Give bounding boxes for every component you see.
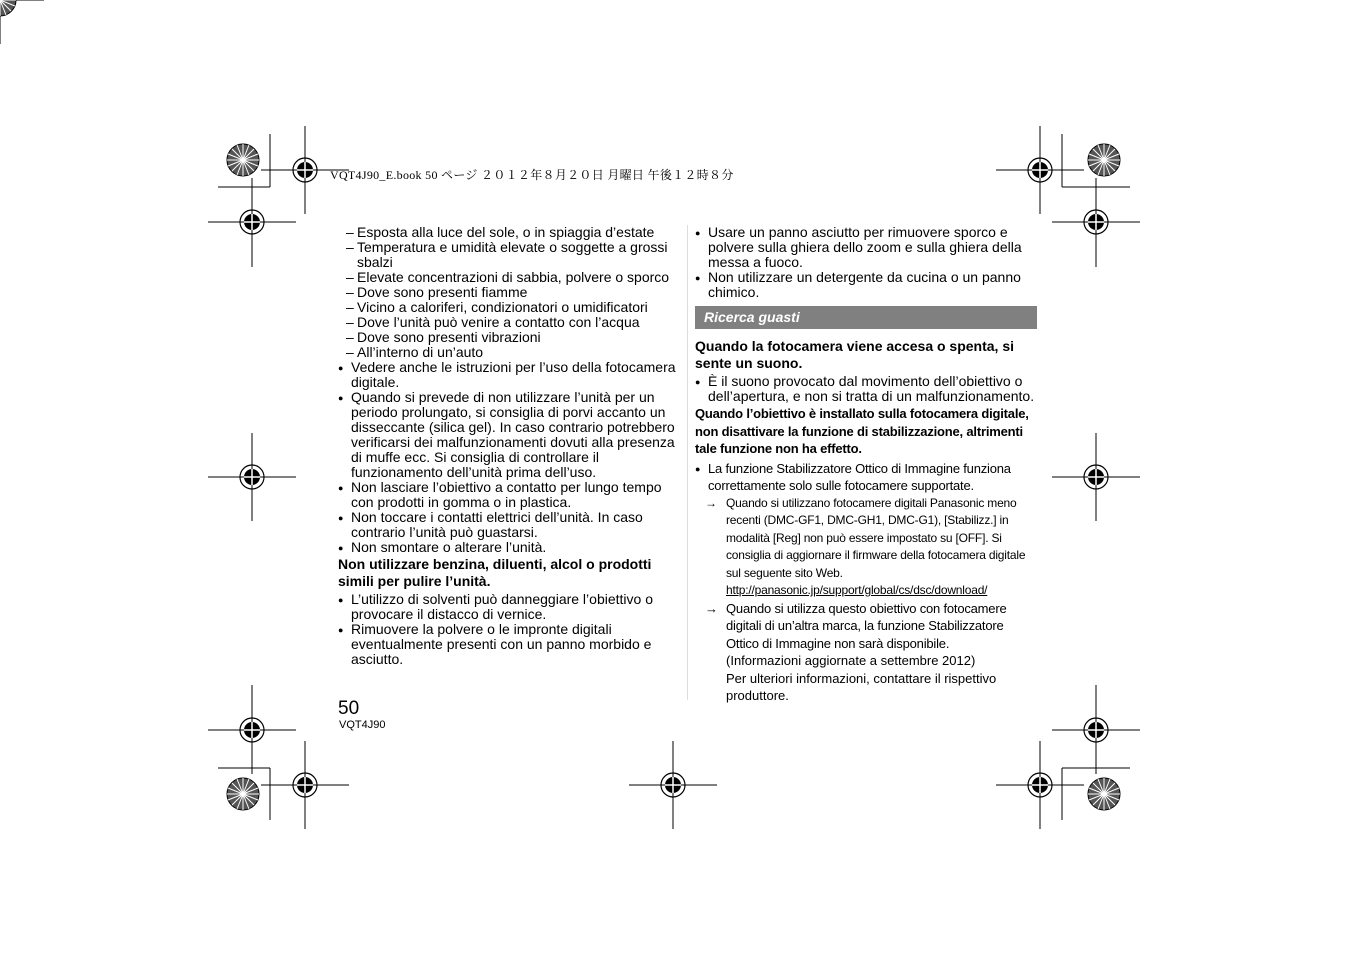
list-item: – Dove sono presenti fiamme <box>338 285 683 300</box>
question-heading: Quando la fotocamera viene accesa o spenta, si sente un suono. <box>695 338 1015 371</box>
list-item: – Esposta alla luce del sole, o in spiaggia d’estate <box>338 225 683 240</box>
right-column <box>695 225 1037 705</box>
list-item: – Dove sono presenti vibrazioni <box>338 330 683 345</box>
list-item: – Elevate concentrazioni di sabbia, polvere o sporco <box>338 270 683 285</box>
bullet-item: ● Vedere anche le istruzioni per l’uso della fotocamera digitale. <box>338 360 683 390</box>
left-column <box>338 225 683 667</box>
arrow-text: Quando si utilizzano fotocamere digitali Panasonic meno recenti (DMC-GF1, DMC-GH1, DMC-G1), [Stabilizz.] in modalità [Reg] non può essere impostato su [OFF]. Si consiglia di aggiornare il firmware della fotocamera digitale sul seguente sito Web. <box>726 495 1026 580</box>
list-item: – Vicino a caloriferi, condizionatori o umidificatori <box>338 300 683 315</box>
column-divider <box>687 225 688 700</box>
update-note: (Informazioni aggiornate a settembre 2012) <box>726 653 976 668</box>
document-code: VQT4J90 <box>339 719 386 731</box>
bullet-item: ● Quando si prevede di non utilizzare l’unità per un periodo prolungato, si consiglia di porvi accanto un disseccante (silica gel). In caso contrario potrebbero verificarsi dei malfunzionamenti dovuti alla presenza di muffe ecc. Si consiglia di controllare il funzionamento dell’unità prima dell’uso. <box>338 390 683 480</box>
starburst-icon <box>0 0 16 16</box>
list-item: – All’interno di un’auto <box>338 345 683 360</box>
bullet-item: ● Non utilizzare un detergente da cucina o un panno chimico. <box>695 270 1037 300</box>
bullet-item: ● Non smontare o alterare l’unità. <box>338 540 683 555</box>
question-heading: Quando l’obiettivo è installato sulla fotocamera digitale, non disattivare la funzione di stabilizzazione, altrimenti tale funzione non ha effetto. <box>695 406 1029 456</box>
cleaning-warning-heading: Non utilizzare benzina, diluenti, alcol o prodotti simili per pulire l’unità. <box>338 556 652 589</box>
section-title: Ricerca guasti <box>695 306 1037 329</box>
bullet-item: ● Rimuovere la polvere o le impronte digitali eventualmente presenti con un panno morbido e asciutto. <box>338 622 683 667</box>
contact-note: Per ulteriori informazioni, contattare il rispettivo produttore. <box>726 670 997 703</box>
list-item: – Temperatura e umidità elevate o soggette a grossi sbalzi <box>338 240 683 270</box>
bullet-item: ● Usare un panno asciutto per rimuovere sporco e polvere sulla ghiera dello zoom e sulla ghiera della messa a fuoco. <box>695 225 1037 270</box>
list-item: – Dove l’unità può venire a contatto con l’acqua <box>338 315 683 330</box>
file-header: VQT4J90_E.book 50 ページ ２０１２年８月２０日 月曜日 午後１２時８分 <box>330 168 734 182</box>
bullet-item: ● La funzione Stabilizzatore Ottico di Immagine funziona correttamente solo sulle fotocamere supportate. <box>695 460 1037 495</box>
bullet-item: ● È il suono provocato dal movimento dell’obiettivo o dell’apertura, e non si tratta di un malfunzionamento. <box>695 374 1037 404</box>
arrow-item: → Quando si utilizza questo obiettivo con fotocamere digitali di un’altra marca, la funzione Stabilizzatore Ottico di Immagine non sarà disponibile. <box>695 600 1037 653</box>
arrow-item <box>695 495 1037 600</box>
bullet-item: ● Non lasciare l’obiettivo a contatto per lungo tempo con prodotti in gomma o in plastica. <box>338 480 683 510</box>
support-link[interactable]: http://panasonic.jp/support/global/cs/dsc/download/ <box>726 583 988 597</box>
bullet-item: ● L’utilizzo di solventi può danneggiare l’obiettivo o provocare il distacco di vernice. <box>338 592 683 622</box>
page-number: 50 <box>338 698 360 719</box>
bullet-item: ● Non toccare i contatti elettrici dell’unità. In caso contrario l’unità può guastarsi. <box>338 510 683 540</box>
